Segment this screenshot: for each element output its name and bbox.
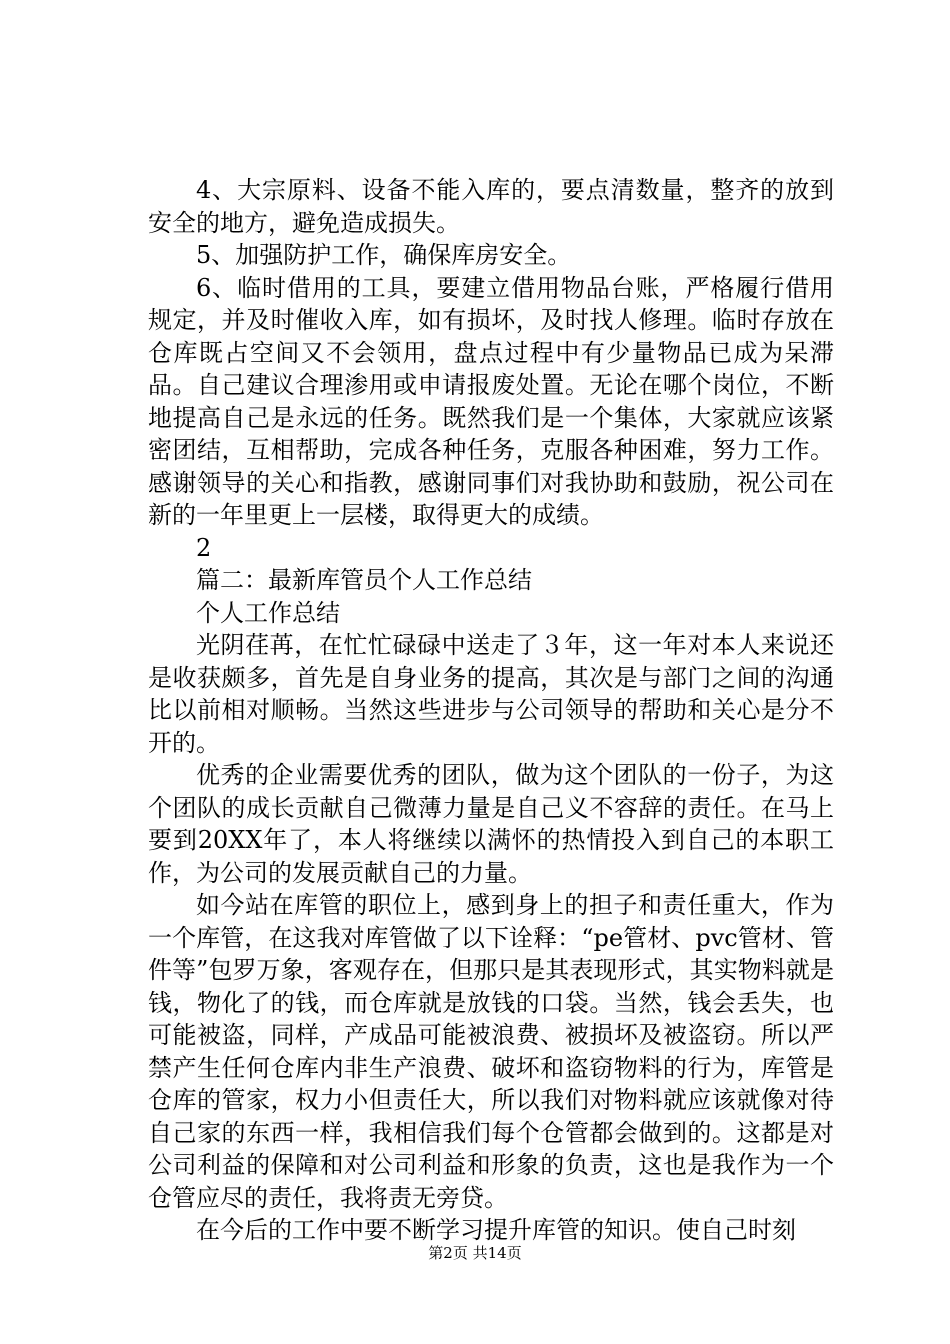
document-body	[148, 174, 834, 1247]
paragraph-future: 在今后的工作中要不断学习提升库管的知识。使自己时刻	[196, 1216, 796, 1244]
section-number: 2	[196, 533, 212, 562]
paragraph-item-4: 4、大宗原料、设备不能入库的，要点清数量，整齐的放到安全的地方，避免造成损失。	[148, 176, 834, 237]
page-footer: 第2页 共14页	[428, 1244, 522, 1262]
section-subtitle: 个人工作总结	[196, 598, 340, 627]
paragraph-team: 优秀的企业需要优秀的团队，做为这个团队的一份子，为这个团队的成长贡献自己微薄力量是自己义不容辞的责任。在马上要到20XX年了，本人将继续以满怀的热情投入到自己的本职工作，为公司的发展贡献自己的力量。	[148, 761, 834, 887]
paragraph-item-5: 5、加强防护工作，确保库房安全。	[196, 241, 572, 269]
paragraph-item-6: 6、临时借用的工具，要建立借用物品台账，严格履行借用规定，并及时催收入库，如有损坏，及时找人修理。临时存放在仓库既占空间又不会领用，盘点过程中有少量物品已成为呆滞品。自己建议合理渗用或申请报废处置。无论在哪个岗位，不断地提高自己是永远的任务。既然我们是一个集体，大家就应该紧密团结，互相帮助，完成各种任务，克服各种困难，努力工作。感谢领导的关心和指教，感谢同事们对我协助和鼓励，祝公司在新的一年里更上一层楼，取得更大的成绩。	[148, 273, 834, 529]
paragraph-role: 如今站在库管的职位上，感到身上的担子和责任重大，作为一个库管，在这我对库管做了以下诠释：“pe管材、pvc管材、管件等”包罗万象，客观存在，但那只是其表现形式，其实物料就是钱，物化了的钱，而仓库就是放钱的口袋。当然，钱会丢失，也可能被盗，同样，产成品可能被浪费、被损坏及被盗窃。所以严禁产生任何仓库内非生产浪费、破坏和盗窃物料的行为，库管是仓库的管家，权力小但责任大，所以我们对物料就应该就像对待自己家的东西一样，我相信我们每个仓管都会做到的。这都是对公司利益的保障和对公司利益和形象的负责，这也是我作为一个仓管应尽的责任，我将责无旁贷。	[148, 891, 834, 1212]
paragraph-intro: 光阴荏苒，在忙忙碌碌中送走了３年，这一年对本人来说还是收获颇多，首先是自身业务的提高，其次是与部门之间的沟通比以前相对顺畅。当然这些进步与公司领导的帮助和关心是分不开的。	[148, 631, 834, 757]
section-heading: 篇二：最新库管员个人工作总结	[196, 566, 532, 594]
